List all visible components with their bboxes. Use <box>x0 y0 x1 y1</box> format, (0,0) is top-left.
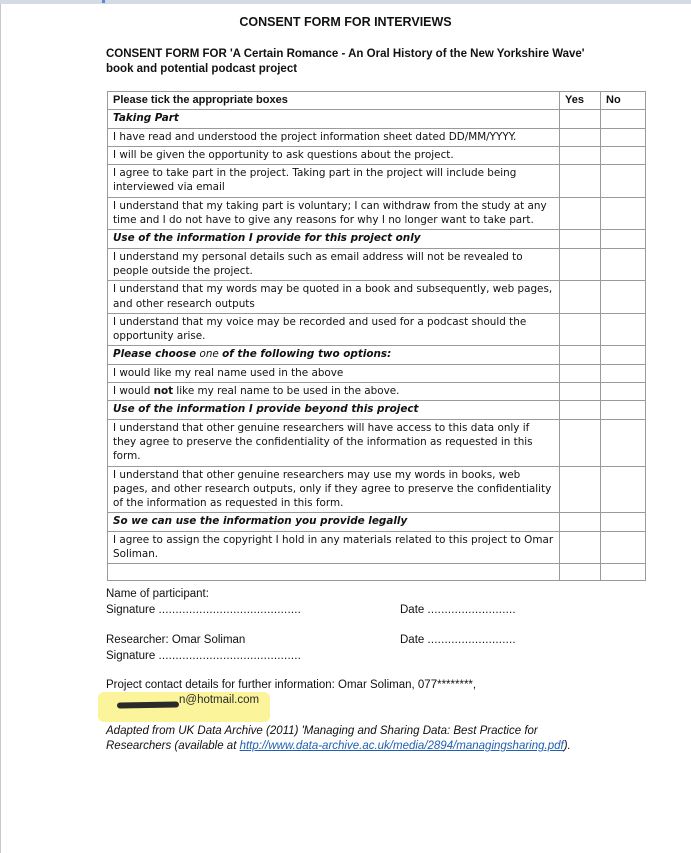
table-row <box>108 165 646 198</box>
section-taking-part: Taking Part <box>108 110 560 128</box>
statement-personal-details: I understand my personal details such as email address will not be revealed to people outside the project. <box>108 248 560 281</box>
yes-checkbox[interactable] <box>560 281 601 314</box>
table-row <box>108 248 646 281</box>
yes-checkbox[interactable] <box>560 197 601 230</box>
no-checkbox[interactable] <box>601 197 646 230</box>
no-checkbox[interactable] <box>601 128 646 146</box>
no-checkbox[interactable] <box>601 146 646 164</box>
section-choose-option <box>108 346 560 364</box>
participant-name-label: Name of participant: <box>106 588 209 600</box>
empty-cell <box>601 564 646 581</box>
section-row <box>108 346 646 364</box>
section-no-cell <box>601 513 646 531</box>
date-line[interactable]: .......................... <box>427 604 516 616</box>
archive-link[interactable]: http://www.data-archive.ac.uk/media/2894/managingsharing.pdf <box>239 740 564 752</box>
table-row <box>108 383 646 401</box>
header-statement: Please tick the appropriate boxes <box>108 92 560 110</box>
researcher-signature <box>106 650 301 662</box>
signature-label: Signature <box>106 604 156 616</box>
yes-checkbox[interactable] <box>560 466 601 513</box>
researcher-date <box>400 634 516 646</box>
date-label: Date <box>400 604 425 616</box>
window-top-marker <box>102 0 105 3</box>
yes-checkbox[interactable] <box>560 383 601 401</box>
table-row <box>108 281 646 314</box>
statement-researcher-use: I understand that other genuine researchers may use my words in books, web pages, and other research outputs, only if they agree to preserve the confidentiality of the information as requested in this form. <box>108 466 560 513</box>
statement-voice-recorded: I understand that my voice may be recorded and used for a podcast should the opportunity arise. <box>108 313 560 346</box>
no-name-emphasis: not <box>153 385 174 398</box>
no-checkbox[interactable] <box>601 165 646 198</box>
table-empty-row <box>108 564 646 581</box>
section-yes-cell <box>560 346 601 364</box>
statement-info-sheet: I have read and understood the project information sheet dated DD/MM/YYYY. <box>108 128 560 146</box>
no-checkbox[interactable] <box>601 466 646 513</box>
choose-part-c: of the following two options: <box>222 348 392 361</box>
date-line[interactable]: .......................... <box>427 634 516 646</box>
choose-part-a: Please choose <box>113 348 197 361</box>
subtitle-line-1: CONSENT FORM FOR 'A Certain Romance - An Oral History of the New Yorkshire Wave' <box>106 48 585 60</box>
statement-real-name: I would like my real name used in the above <box>108 364 560 382</box>
section-yes-cell <box>560 513 601 531</box>
yes-checkbox[interactable] <box>560 128 601 146</box>
subtitle-line-2: book and potential podcast project <box>106 63 298 75</box>
statement-no-real-name <box>108 383 560 401</box>
participant-signature <box>106 604 301 616</box>
section-row <box>108 110 646 128</box>
researcher-name: Researcher: Omar Soliman <box>106 634 246 646</box>
table-row <box>108 146 646 164</box>
statement-questions: I will be given the opportunity to ask questions about the project. <box>108 146 560 164</box>
section-no-cell <box>601 230 646 248</box>
yes-checkbox[interactable] <box>560 531 601 564</box>
table-header-row <box>108 92 646 110</box>
yes-checkbox[interactable] <box>560 165 601 198</box>
statement-take-part: I agree to take part in the project. Taking part in the project will include being interviewed via email <box>108 165 560 198</box>
section-no-cell <box>601 110 646 128</box>
no-checkbox[interactable] <box>601 248 646 281</box>
date-label: Date <box>400 634 425 646</box>
section-row <box>108 230 646 248</box>
empty-cell <box>560 564 601 581</box>
table-row <box>108 419 646 466</box>
no-checkbox[interactable] <box>601 383 646 401</box>
attribution-end: ). <box>563 740 571 752</box>
signature-label: Signature <box>106 650 156 662</box>
participant-date <box>400 604 516 616</box>
table-row <box>108 197 646 230</box>
section-yes-cell <box>560 230 601 248</box>
form-subtitle <box>106 47 606 77</box>
statement-researcher-access: I understand that other genuine researchers will have access to this data only if they agree to preserve the confidentiality of the information as requested in this form. <box>108 419 560 466</box>
header-no: No <box>601 92 646 110</box>
table-row <box>108 466 646 513</box>
section-yes-cell <box>560 110 601 128</box>
no-checkbox[interactable] <box>601 313 646 346</box>
consent-table <box>107 91 646 581</box>
no-name-part-a: I would <box>113 385 154 398</box>
contact-details: Project contact details for further information: Omar Soliman, 077********, <box>106 679 477 691</box>
header-yes: Yes <box>560 92 601 110</box>
yes-checkbox[interactable] <box>560 146 601 164</box>
choose-part-b: one <box>196 348 223 361</box>
yes-checkbox[interactable] <box>560 313 601 346</box>
section-no-cell <box>601 401 646 419</box>
statement-copyright: I agree to assign the copyright I hold in any materials related to this project to Omar Soliman. <box>108 531 560 564</box>
statement-voluntary: I understand that my taking part is voluntary; I can withdraw from the study at any time and I do not have to give any reasons for why I no longer want to take part. <box>108 197 560 230</box>
no-checkbox[interactable] <box>601 531 646 564</box>
table-row <box>108 531 646 564</box>
no-name-part-c: like my real name to be used in the above. <box>173 385 400 398</box>
section-row <box>108 513 646 531</box>
table-row <box>108 364 646 382</box>
yes-checkbox[interactable] <box>560 248 601 281</box>
table-row <box>108 313 646 346</box>
signature-line[interactable]: .......................................... <box>158 650 302 662</box>
section-row <box>108 401 646 419</box>
no-checkbox[interactable] <box>601 364 646 382</box>
no-checkbox[interactable] <box>601 419 646 466</box>
statement-words-quoted: I understand that my words may be quoted in a book and subsequently, web pages, and other research outputs <box>108 281 560 314</box>
section-legal: So we can use the information you provide legally <box>108 513 560 531</box>
section-yes-cell <box>560 401 601 419</box>
section-use-info: Use of the information I provide for this project only <box>108 230 560 248</box>
section-beyond-project: Use of the information I provide beyond this project <box>108 401 560 419</box>
empty-cell <box>108 564 560 581</box>
no-checkbox[interactable] <box>601 281 646 314</box>
redaction-mark <box>117 701 179 708</box>
section-no-cell <box>601 346 646 364</box>
yes-checkbox[interactable] <box>560 419 601 466</box>
attribution-text: Adapted from UK Data Archive (2011) 'Managing and Sharing Data: Best Practice for Researchers (available at <box>106 725 538 752</box>
table-row <box>108 128 646 146</box>
page-title: CONSENT FORM FOR INTERVIEWS <box>239 15 452 29</box>
document-page <box>0 4 691 853</box>
yes-checkbox[interactable] <box>560 364 601 382</box>
contact-email: n@hotmail.com <box>179 694 260 706</box>
signature-line[interactable]: .......................................... <box>158 604 302 616</box>
attribution-note <box>106 724 586 754</box>
